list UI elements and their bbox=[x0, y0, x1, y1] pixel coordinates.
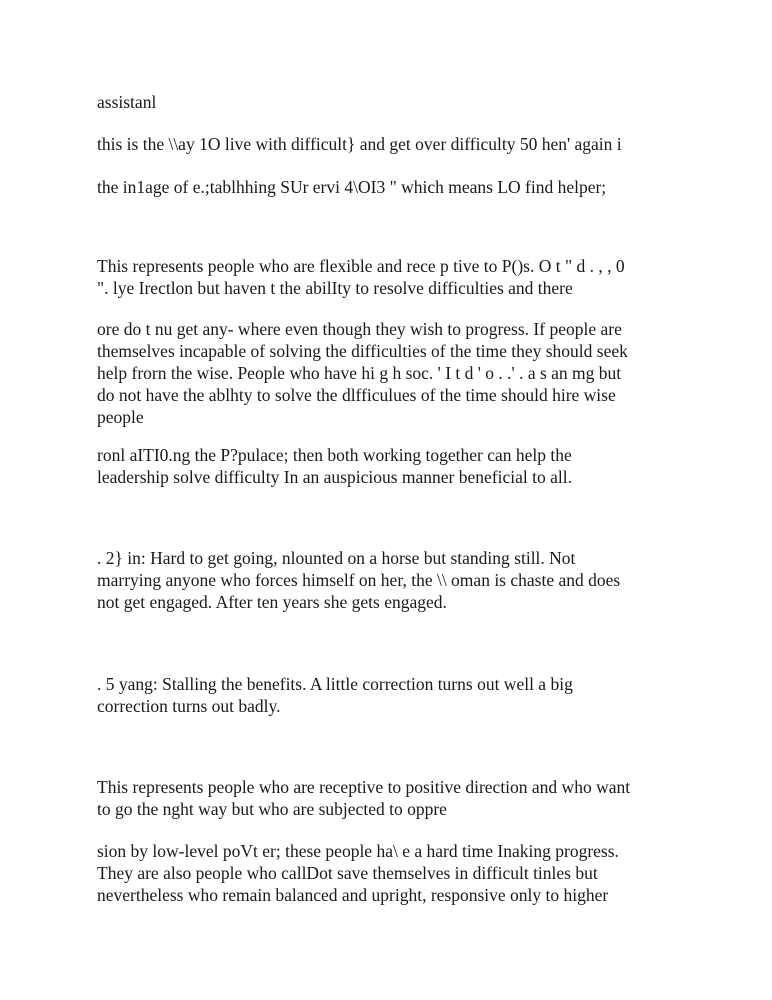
text-line: sion by low-level poVt er; these people ha\ e a hard time Inaking progress. bbox=[97, 841, 619, 861]
text-line: nevertheless who remain balanced and upright, responsive only to higher bbox=[97, 885, 609, 905]
paragraph-9 bbox=[97, 776, 687, 820]
text-line: marrying anyone who forces himself on her, the \\ oman is chaste and does bbox=[97, 570, 621, 590]
text-line: people bbox=[97, 407, 144, 427]
text-line: This represents people who are receptive to positive direction and who want bbox=[97, 777, 631, 797]
paragraph-10 bbox=[97, 840, 687, 906]
paragraph-3 bbox=[97, 176, 687, 198]
text-line: this is the \\ay 1O live with difficult} and get over difficulty 50 hen' again i bbox=[97, 134, 622, 154]
text-line: This represents people who are flexible and rece p tive to P()s. O t " d . , , 0 bbox=[97, 256, 625, 276]
text-line: ". lye Irectlon but haven t the abilIty to resolve difficulties and there bbox=[97, 278, 573, 298]
paragraph-6 bbox=[97, 444, 687, 488]
text-line: the in1age of e.;tablhhing SUr ervi 4\OI3 " which means LO find helper; bbox=[97, 177, 607, 197]
text-line: to go the nght way but who are subjected to oppre bbox=[97, 799, 447, 819]
text-line: correction turns out badly. bbox=[97, 696, 281, 716]
text-line: do not have the ablhty to solve the dlfficulues of the time should hire wise bbox=[97, 385, 616, 405]
text-line: They are also people who callDot save themselves in difficult tinles but bbox=[97, 863, 598, 883]
text-line: ronl aITI0.ng the P?pulace; then both working together can help the bbox=[97, 445, 572, 465]
paragraph-5 bbox=[97, 318, 687, 428]
text-line: leadership solve difficulty In an auspicious manner beneficial to all. bbox=[97, 467, 572, 487]
paragraph-7 bbox=[97, 547, 687, 613]
text-line: . 5 yang: Stalling the benefits. A little correction turns out well a big bbox=[97, 674, 573, 694]
paragraph-2 bbox=[97, 133, 687, 155]
text-line: themselves incapable of solving the difficulties of the time they should seek bbox=[97, 341, 628, 361]
paragraph-1 bbox=[97, 91, 687, 113]
text-line: ore do t nu get any- where even though they wish to progress. If people are bbox=[97, 319, 622, 339]
paragraph-8 bbox=[97, 673, 687, 717]
text-line: not get engaged. After ten years she gets engaged. bbox=[97, 592, 447, 612]
paragraph-4 bbox=[97, 255, 687, 299]
text-line: . 2} in: Hard to get going, nlounted on a horse but standing still. Not bbox=[97, 548, 576, 568]
text-line: assistanl bbox=[97, 92, 157, 112]
text-line: help frorn the wise. People who have hi g h soc. ' I t d ' o . .' . a s an mg but bbox=[97, 363, 622, 383]
